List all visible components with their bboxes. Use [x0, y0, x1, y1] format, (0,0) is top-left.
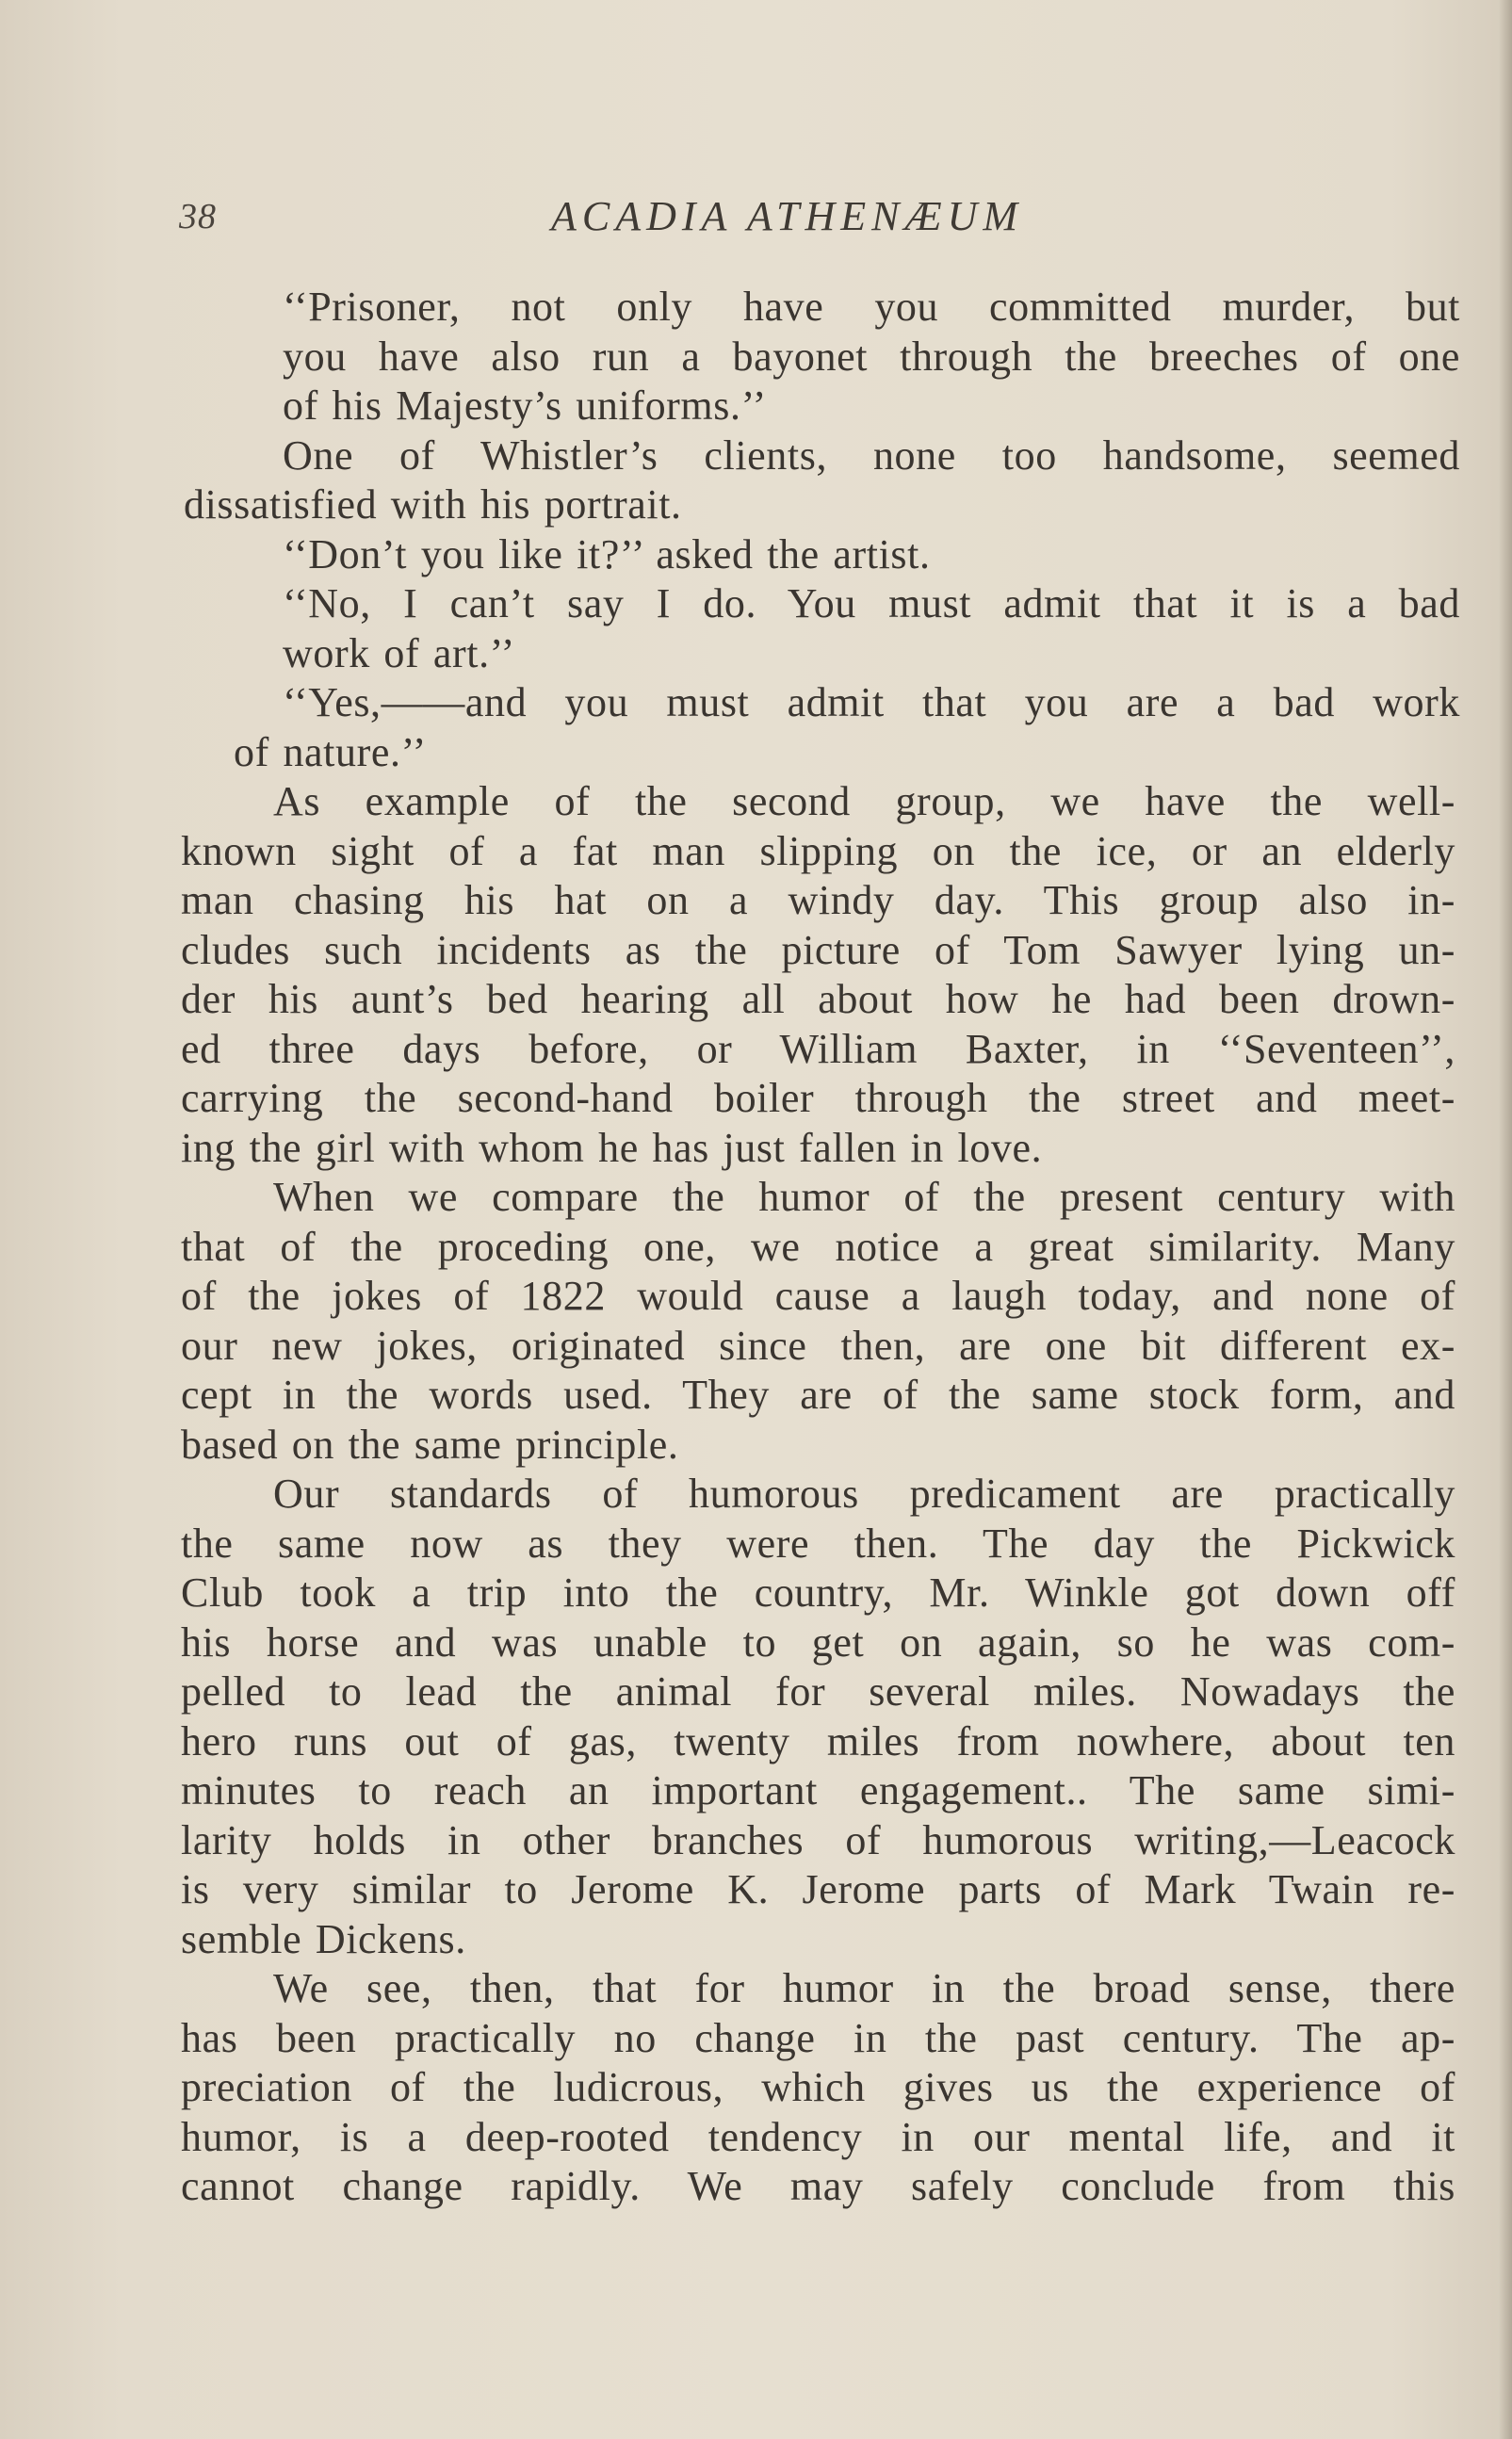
- text-line: One of Whistler’s clients, none too handsome, seemed: [283, 431, 1460, 479]
- text-line: ‘‘Don’t you like it?’’ asked the artist.: [283, 530, 931, 577]
- text-line: known sight of a fat man slipping on the ice, or an elderly: [181, 827, 1455, 874]
- text-line: that of the proceding one, we notice a great similarity. Many: [181, 1223, 1455, 1270]
- text-line: you have also run a bayonet through the breeches of one: [283, 333, 1460, 380]
- text-line: der his aunt’s bed hearing all about how he had been drown-: [181, 976, 1455, 1022]
- text-line: semble Dickens.: [181, 1915, 466, 1962]
- text-line: When we compare the humor of the present century with: [273, 1174, 1455, 1220]
- text-line: ‘‘No, I can’t say I do. You must admit that it is a bad: [283, 580, 1460, 626]
- text-line: As example of the second group, we have the well-: [273, 778, 1455, 824]
- text-line: has been practically no change in the past century. The ap-: [181, 2014, 1455, 2061]
- text-line: dissatisfied with his portrait.: [184, 481, 682, 528]
- text-line: hero runs out of gas, twenty miles from nowhere, about ten: [181, 1717, 1455, 1764]
- text-line: of his Majesty’s uniforms.’’: [283, 382, 767, 429]
- text-line: cept in the words used. They are of the same stock form, and: [181, 1372, 1455, 1418]
- text-line: minutes to reach an important engagement.. The same simi-: [181, 1767, 1455, 1813]
- text-line: humor, is a deep-rooted tendency in our mental life, and it: [181, 2113, 1455, 2160]
- text-line: carrying the second-hand boiler through the street and meet-: [181, 1075, 1455, 1121]
- text-line: cludes such incidents as the picture of Tom Sawyer lying un-: [181, 926, 1455, 973]
- text-line: preciation of the ludicrous, which gives us the experience of: [181, 2064, 1455, 2110]
- text-line: Club took a trip into the country, Mr. Winkle got down off: [181, 1569, 1455, 1616]
- page-number: 38: [179, 197, 217, 236]
- running-title: ACADIA ATHENÆUM: [551, 193, 1024, 239]
- text-line: his horse and was unable to get on again, so he was com-: [181, 1618, 1455, 1666]
- text-line: of nature.’’: [234, 728, 427, 775]
- text-line: pelled to lead the animal for several miles. Nowadays the: [181, 1668, 1455, 1715]
- text-line: man chasing his hat on a windy day. This group also in-: [181, 877, 1455, 923]
- text-line: We see, then, that for humor in the broad sense, there: [273, 1965, 1455, 2011]
- page-edge-shadow: [1499, 0, 1512, 2439]
- text-line: ed three days before, or William Baxter, in ‘‘Seventeen’’,: [181, 1025, 1455, 1072]
- text-line: ing the girl with whom he has just fallen in love.: [181, 1124, 1043, 1171]
- text-line: ‘‘Yes,——and you must admit that you are a bad work: [283, 679, 1460, 725]
- text-line: cannot change rapidly. We may safely conclude from this: [181, 2163, 1455, 2209]
- text-line: is very similar to Jerome K. Jerome parts of Mark Twain re-: [181, 1866, 1455, 1912]
- text-line: our new jokes, originated since then, are one bit different ex-: [181, 1322, 1455, 1369]
- text-line: ‘‘Prisoner, not only have you committed murder, but: [283, 284, 1460, 330]
- text-line: based on the same principle.: [181, 1421, 679, 1468]
- text-line: larity holds in other branches of humorous writing,—Leacock: [181, 1816, 1455, 1863]
- page-header: [179, 193, 1460, 252]
- text-line: Our standards of humorous predicament are practically: [273, 1471, 1455, 1517]
- body-text: [160, 283, 1460, 2212]
- text-line: work of art.’’: [283, 629, 515, 676]
- text-line: of the jokes of 1822 would cause a laugh today, and none of: [181, 1273, 1455, 1319]
- text-line: the same now as they were then. The day the Pickwick: [181, 1520, 1455, 1567]
